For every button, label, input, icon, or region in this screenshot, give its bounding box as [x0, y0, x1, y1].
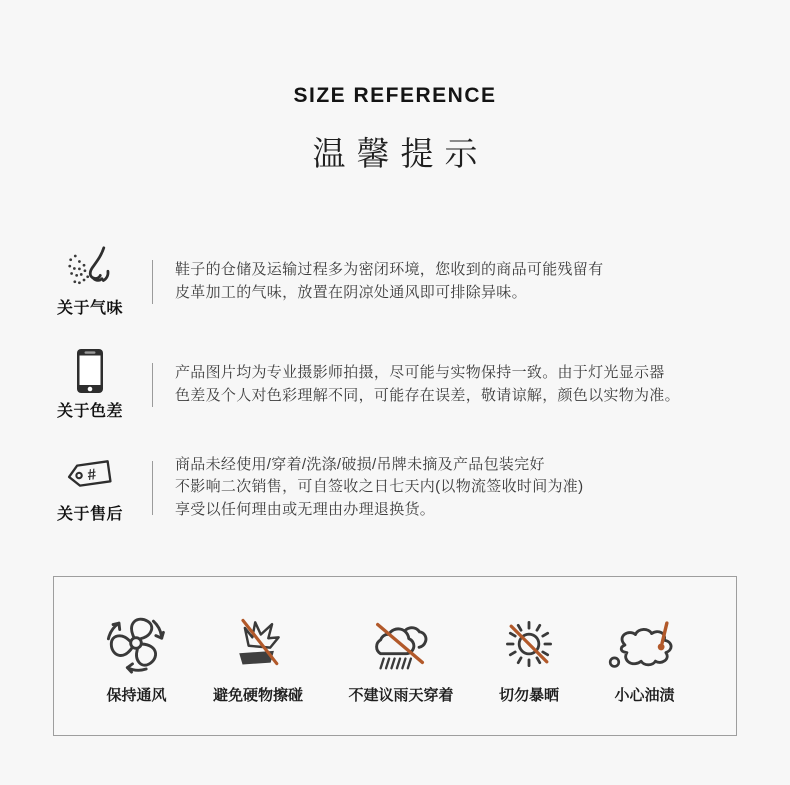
- section-odor-text: 鞋子的仓储及运输过程多为密闭环境，您收到的商品可能残留有 皮革加工的气味，放置在阴凉处通风即可排除异味。: [175, 261, 604, 301]
- care-label: 保持通风: [106, 686, 167, 704]
- care-item-no-sun: [499, 608, 559, 705]
- page-subtitle: 温馨提示: [312, 135, 489, 172]
- care-item-no-rain: [348, 608, 453, 705]
- fan-ventilation-icon: [105, 608, 167, 674]
- section-aftersales-label: 关于售后: [56, 506, 123, 523]
- care-item-ventilation: [105, 608, 167, 705]
- section-aftersales: [38, 451, 764, 524]
- care-label: 切勿暴晒: [498, 686, 559, 704]
- section-aftersales-left: [38, 451, 142, 524]
- vertical-divider: [152, 363, 153, 407]
- page-header: [0, 0, 790, 175]
- care-label: 小心油渍: [614, 686, 675, 704]
- nose-smell-icon: [63, 245, 117, 291]
- no-rain-icon: [366, 608, 436, 674]
- section-aftersales-text: 商品未经使用/穿着/洗涤/破损/吊牌未摘及产品包装完好 不影响二次销售，可自签收之日七天内(以物流签收时间为准) 享受以任何理由或无理由办理退换货。: [175, 455, 584, 518]
- page-title: SIZE REFERENCE: [293, 84, 497, 107]
- vertical-divider: [152, 461, 153, 515]
- section-color-label: 关于色差: [56, 403, 123, 420]
- section-odor-left: [38, 245, 142, 318]
- price-tag-icon: [65, 451, 115, 497]
- care-label: 避免硬物擦碰: [212, 686, 303, 704]
- section-color: [38, 348, 764, 421]
- info-sections: [0, 245, 790, 524]
- section-odor: [38, 245, 764, 318]
- care-item-oil-stain: [604, 608, 684, 705]
- no-sun-exposure-icon: [499, 608, 559, 674]
- no-hard-objects-icon: [228, 608, 288, 674]
- care-item-no-hard-objects: [213, 608, 303, 705]
- phone-icon: [76, 348, 104, 394]
- care-instructions-box: [53, 576, 737, 736]
- section-color-left: [38, 348, 142, 421]
- section-color-text: 产品图片均为专业摄影师拍摄，尽可能与实物保持一致。由于灯光显示器 色差及个人对色彩理解不同，可能存在误差，敬请谅解，颜色以实物为准。: [175, 364, 680, 404]
- vertical-divider: [152, 260, 153, 304]
- svg-text:#: #: [86, 466, 97, 485]
- section-odor-label: 关于气味: [56, 300, 123, 317]
- oil-stain-icon: [604, 608, 684, 674]
- care-label: 不建议雨天穿着: [348, 686, 454, 704]
